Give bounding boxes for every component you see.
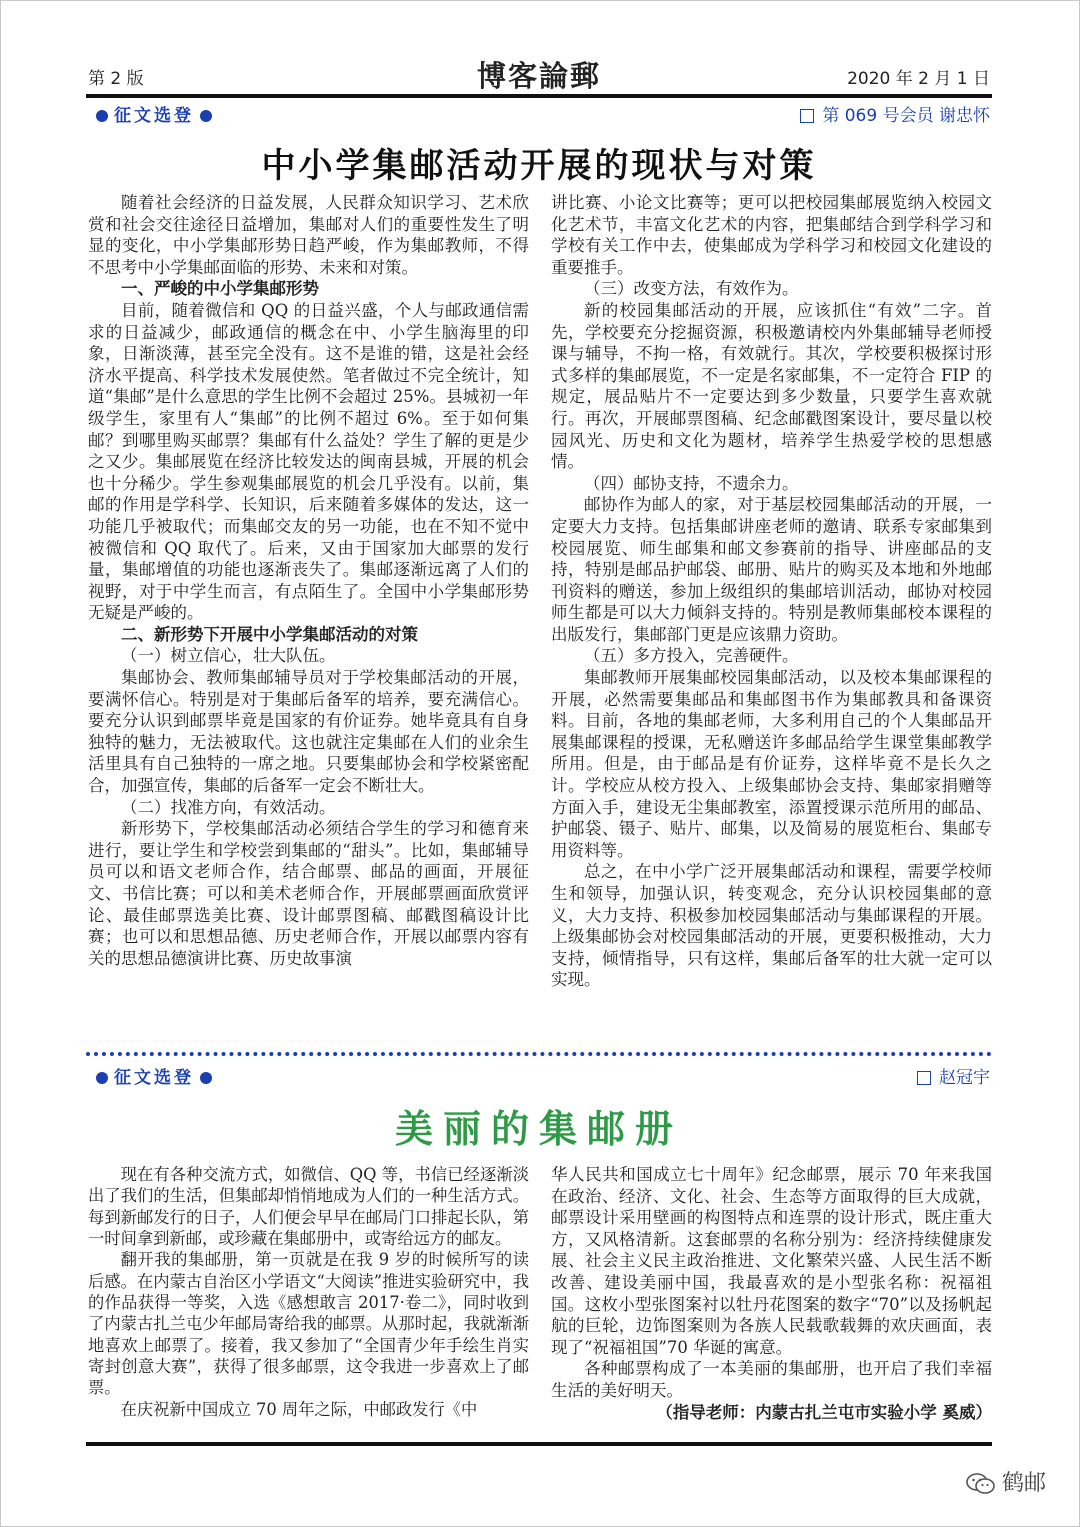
- article2-right-column: [551, 1164, 992, 1423]
- section-heading: 二、新形势下开展中小学集邮活动的对策: [121, 624, 418, 644]
- subheading: （三）改变方法，有效作为。: [584, 279, 799, 299]
- footer-rule: [86, 1442, 992, 1446]
- paragraph: 邮协作为邮人的家，对于基层校园集邮活动的开展，一定要大力支持。包括集邮讲座老师的邀请、联系专家邮集到校园展览、师生邮集和邮文参赛前的指导、讲座邮品的支持，特别是邮品护邮袋、邮册、贴片的购买及本地和外地邮刊资料的赠送，参加上级组织的集邮培训活动，邮协对校园师生都是可以大力倾斜支持的。特别是教师集邮校本课程的出版发行，集邮部门更是应该鼎力资助。: [551, 495, 992, 644]
- paragraph: 集邮协会、教师集邮辅导员对于学校集邮活动的开展，要满怀信心。特别是对于集邮后备军的培养，要充满信心。要充分认识到邮票毕竟是国家的有价证券。她毕竟具有自身独特的魅力，无法被取代。这也就注定集邮在人们的业余生活里具有自己独特的一席之地。只要集邮协会和学校紧密配合，加强宣传，集邮的后备军一定会不断壮大。: [88, 668, 529, 796]
- section-tag: 征文选登: [90, 1063, 218, 1088]
- article1-left-column: [88, 192, 529, 969]
- advisor-note: （指导老师：内蒙古扎兰屯市实验小学 奚威）: [656, 1402, 992, 1422]
- paragraph: 新形势下，学校集邮活动必须结合学生的学习和德育来进行，要让学生和学校尝到集邮的“甜头”。比如，集邮辅导员可以和语文老师合作，结合邮票、邮品的画面，开展征文、书信比赛；可以和美术老师合作，开展邮票画面欣赏评论、最佳邮票选美比赛、设计邮票图稿、邮戳图稿设计比赛；也可以和思想品德、历史老师合作，开展以邮票内容有关的思想品德演讲比赛、历史故事演: [88, 819, 529, 968]
- paragraph: 各种邮票构成了一本美丽的集邮册，也开启了我们幸福生活的美好明天。: [551, 1359, 992, 1400]
- article1-section-bar: [86, 100, 992, 128]
- article2-author: 赵冠宇: [917, 1063, 990, 1088]
- bullet-icon: [200, 1072, 212, 1084]
- paragraph: 集邮教师开展集邮校园集邮活动，以及校本集邮课程的开展，必然需要集邮品和集邮图书作为集邮教具和备课资料。目前，各地的集邮老师，大多利用自己的个人集邮品开展集邮课程的授课，无私赠送许多邮品给学生课堂集邮教学所用。但是，由于邮品是有价证券，这样毕竟不是长久之计。学校应从校方投入、上级集邮协会支持、集邮家捐赠等方面入手，建设无尘集邮教室，添置授课示范所用的邮品、护邮袋、镊子、贴片、邮集，以及简易的展览柜台、集邮专用资料等。: [551, 668, 992, 860]
- article2-left-column: [88, 1164, 529, 1420]
- edition-label: 第 2 版: [88, 69, 144, 89]
- article2-section-bar: [86, 1062, 992, 1090]
- article1-title: 中小学集邮活动开展的现状与对策: [261, 146, 817, 186]
- section-divider: [86, 1052, 992, 1056]
- paragraph: 随着社会经济的日益发展，人民群众知识学习、艺术欣赏和社会交往途径日益增加，集邮对人们的重要性发生了明显的变化，中小学集邮形势日趋严峻，作为集邮教师，不得不思考中小学集邮面临的形势、未来和对策。: [88, 193, 529, 277]
- newspaper-brand: 博客論郵: [476, 59, 601, 93]
- article1-author: 第 069 号会员 谢忠怀: [800, 101, 990, 126]
- bullet-icon: [96, 1072, 108, 1084]
- paragraph: 新的校园集邮活动的开展，应该抓住“有效”二字。首先，学校要充分挖掘资源，积极邀请校内外集邮辅导老师授课与辅导，不拘一格，有效就行。其次，学校要积极探讨形式多样的集邮展览，不一定是名家邮集，不一定符合 FIP 的规定，展品贴片不一定要达到多少数量，只要学生喜欢就行。再次，开展邮票图稿、纪念邮戳图案设计，要尽量以校园风光、历史和文化为题材，培养学生热爱学校的思想感情。: [551, 300, 992, 472]
- subheading: （五）多方投入，完善硬件。: [584, 646, 799, 666]
- paragraph: 目前，随着微信和 QQ 的日益兴盛，个人与邮政通信需求的日益减少，邮政通信的概念在中、小学生脑海里的印象，日渐淡薄，甚至完全没有。这不是谁的错，这是社会经济水平提高、科学技术发展使然。笔者做过不完全统计，知道“集邮”是什么意思的学生比例不会超过 25%。县城初一年级学生，家里有人“集邮”的比例不超过 6%。至于如何集邮？到哪里购买邮票？集邮有什么益处？学生了解的更是少之又少。集邮展览在经济比较发达的闽南县城，开展的机会也十分稀少。学生参观集邮展览的机会几乎没有。以前，集邮的作用是学科学、长知识，后来随着多媒体的发达，这一功能几乎被取代；而集邮交友的另一功能，也在不知不觉中被微信和 QQ 取代了。后来，又由于国家加大邮票的发行量，集邮增值的功能也逐渐丧失了。集邮逐渐远离了人们的视野，对于中学生而言，有点陌生了。全国中小学集邮形势无疑是严峻的。: [88, 300, 529, 623]
- subheading: （四）邮协支持，不遗余力。: [584, 473, 799, 493]
- paragraph: 翻开我的集邮册，第一页就是在我 9 岁的时候所写的读后感。在内蒙古自治区小学语文“大阅读”推进实验研究中，我的作品获得一等奖，入选《感想敢言 2017·卷二》，同时收到了内蒙古扎兰屯少年邮局寄给我的邮票。从那时起，我就渐渐地喜欢上邮票了。接着，我又参加了“全国青少年手绘生肖实寄封创意大赛”，获得了很多邮票，这令我进一步喜欢上了邮票。: [88, 1250, 529, 1398]
- issue-date: 2020 年 2 月 1 日: [847, 69, 990, 89]
- paragraph: 讲比赛、小论文比赛等；更可以把校园集邮展览纳入校园文化艺术节，丰富文化艺术的内容，把集邮结合到学科学习和学校有关工作中去，使集邮成为学科学习和校园文化建设的重要推手。: [551, 193, 992, 277]
- header-rule: [86, 94, 992, 98]
- article2-title: 美丽的集邮册: [394, 1106, 683, 1151]
- square-icon: [917, 1071, 931, 1085]
- masthead: [86, 56, 992, 94]
- bullet-icon: [200, 110, 212, 122]
- wechat-icon: [966, 1473, 996, 1495]
- article1-right-column: [551, 192, 992, 991]
- section-tag: 征文选登: [90, 101, 218, 126]
- paragraph: 现在有各种交流方式，如微信、QQ 等，书信已经逐渐淡出了我们的生活，但集邮却悄悄地成为人们的一种生活方式。每到新邮发行的日子，人们便会早早在邮局门口排起长队，第一时间拿到新邮，或珍藏在集邮册中，或寄给远方的邮友。: [88, 1165, 529, 1249]
- bullet-icon: [96, 110, 108, 122]
- section-heading: 一、严峻的中小学集邮形势: [121, 279, 319, 299]
- wechat-watermark: 鹤邮: [966, 1466, 1046, 1497]
- subheading: （一）树立信心，壮大队伍。: [121, 646, 336, 666]
- paragraph: 总之，在中小学广泛开展集邮活动和课程，需要学校师生和领导，加强认识，转变观念，充分认识校园集邮的意义，大力支持、积极参加校园集邮活动与集邮课程的开展。上级集邮协会对校园集邮活动的开展，更要积极推动，大力支持，倾情指导，只有这样，集邮后备军的壮大就一定可以实现。: [551, 862, 992, 990]
- paragraph: 在庆祝新中国成立 70 周年之际，中邮政发行《中: [120, 1399, 478, 1419]
- square-icon: [800, 109, 814, 123]
- subheading: （二）找准方向，有效活动。: [121, 797, 336, 817]
- paragraph: 华人民共和国成立七十周年》纪念邮票，展示 70 年来我国在政治、经济、文化、社会、生态等方面取得的巨大成就，邮票设计采用壁画的构图特点和连票的设计形式，既庄重大方，又风格清新。这套邮票的名称分别为：经济持续健康发展、社会主义民主政治推进、文化繁荣兴盛、人民生活不断改善、建设美丽中国，我最喜欢的是小型张名称：祝福祖国。这枚小型张图案衬以牡丹花图案的数字“70”以及扬帆起航的巨轮，边饰图案则为各族人民载歌载舞的欢庆画面，表现了“祝福祖国”70 华诞的寓意。: [551, 1165, 992, 1357]
